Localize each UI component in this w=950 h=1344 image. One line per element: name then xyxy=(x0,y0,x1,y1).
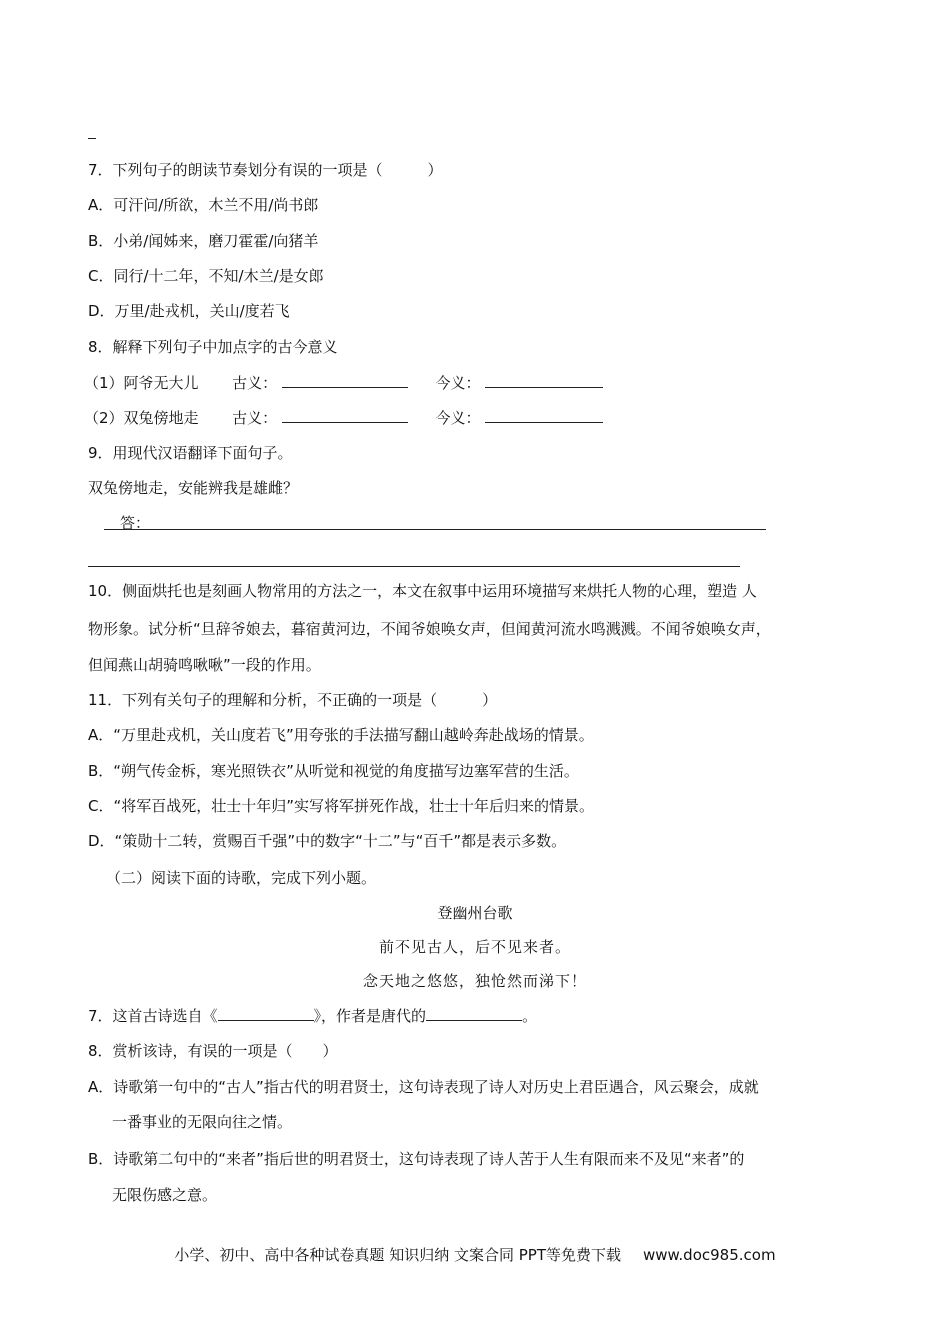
page-footer xyxy=(0,1244,950,1265)
q7-option-c: C．同行/十二年，不知/木兰/是女郎 xyxy=(88,267,324,285)
poem-q7-author-blank[interactable] xyxy=(426,1004,522,1021)
q9-answer-line-2[interactable] xyxy=(88,566,740,567)
poem-q7-text-1: 7．这首古诗选自《 xyxy=(88,1007,218,1025)
q9-stem: 9．用现代汉语翻译下面句子。 xyxy=(88,444,293,462)
q8-item-1-modern-label: 今义： xyxy=(435,374,481,392)
q8-item-1-sentence: （1）阿爷无大儿 xyxy=(84,374,199,392)
q7-option-b: B．小弟/闻姊来，磨刀霍霍/向猪羊 xyxy=(88,232,319,250)
q7-option-d: D．万里/赴戎机，关山/度若飞 xyxy=(88,302,290,320)
poem-q7-text-3: 。 xyxy=(522,1007,538,1025)
q10-line-1: 10．侧面烘托也是刻画人物常用的方法之一，本文在叙事中运用环境描写来烘托人物的心理，塑造 人 xyxy=(88,582,757,600)
footer-url[interactable]: www.doc985.com xyxy=(642,1246,776,1264)
q8-item-1-modern-blank[interactable] xyxy=(485,371,603,388)
poem-q8-option-b-line-1: B．诗歌第二句中的“来者”指后世的明君贤士，这句诗表现了诗人苦于人生有限而来不及见“来者”的 xyxy=(88,1150,745,1168)
poem-q7-source-blank[interactable] xyxy=(218,1004,314,1021)
poem-line-1: 前不见古人，后不见来者。 xyxy=(378,938,571,956)
section2-heading: （二）阅读下面的诗歌，完成下列小题。 xyxy=(106,869,377,887)
q9-answer-label: 答： xyxy=(120,514,151,532)
q7-option-a: A．可汗问/所欲，木兰不用/尚书郎 xyxy=(88,196,319,214)
q7-stem: 7．下列句子的朗读节奏划分有误的一项是（ ） xyxy=(88,161,443,179)
poem-q7 xyxy=(88,1004,537,1027)
q8-item-2-ancient-label: 古义： xyxy=(232,409,278,427)
q11-stem: 11．下列有关句子的理解和分析，不正确的一项是（ ） xyxy=(88,691,498,709)
q8-item-2 xyxy=(84,406,603,429)
q8-item-2-sentence: （2）双兔傍地走 xyxy=(84,409,199,427)
footer-text: 小学、初中、高中各种试卷真题 知识归纳 文案合同 PPT等免费下载 xyxy=(174,1246,621,1264)
poem-title: 登幽州台歌 xyxy=(437,904,513,922)
q11-option-d: D．“策勋十二转，赏赐百千强”中的数字“十二”与“百千”都是表示多数。 xyxy=(88,832,567,850)
poem-q8-option-b-line-2: 无限伤感之意。 xyxy=(112,1186,218,1204)
q8-item-1 xyxy=(84,371,603,394)
q8-item-1-ancient-blank[interactable] xyxy=(282,371,408,388)
poem-q8-option-a-line-1: A．诗歌第一句中的“古人”指古代的明君贤士，这句诗表现了诗人对历史上君臣遇合，风云聚会，成就 xyxy=(88,1078,759,1096)
stray-dash-mark xyxy=(88,138,96,139)
poem-q8-option-a-line-2: 一番事业的无限向往之情。 xyxy=(112,1113,293,1131)
q8-item-1-ancient-label: 古义： xyxy=(232,374,278,392)
q9-sentence: 双兔傍地走，安能辨我是雄雌？ xyxy=(88,479,299,497)
q8-item-2-modern-blank[interactable] xyxy=(485,406,603,423)
q11-option-b: B．“朔气传金柝，寒光照铁衣”从听觉和视觉的角度描写边塞军营的生活。 xyxy=(88,762,579,780)
q9-answer-line-1[interactable] xyxy=(104,529,766,530)
q11-option-a: A．“万里赴戎机，关山度若飞”用夸张的手法描写翻山越岭奔赴战场的情景。 xyxy=(88,726,594,744)
q10-line-3: 但闻燕山胡骑鸣啾啾”一段的作用。 xyxy=(88,656,321,674)
q8-stem: 8．解释下列句子中加点字的古今意义 xyxy=(88,338,338,356)
poem-q7-text-2: 》，作者是唐代的 xyxy=(313,1007,427,1025)
q8-item-2-modern-label: 今义： xyxy=(435,409,481,427)
poem-q8-stem: 8．赏析该诗，有误的一项是（ ） xyxy=(88,1042,338,1060)
q8-item-2-ancient-blank[interactable] xyxy=(282,406,408,423)
q10-line-2: 物形象。试分析“旦辞爷娘去，暮宿黄河边，不闻爷娘唤女声，但闻黄河流水鸣溅溅。不闻爷娘唤女声， xyxy=(88,620,771,638)
q11-option-c: C．“将军百战死，壮士十年归”实写将军拼死作战，壮士十年后归来的情景。 xyxy=(88,797,595,815)
poem-line-2: 念天地之悠悠，独怆然而涕下！ xyxy=(362,972,587,990)
